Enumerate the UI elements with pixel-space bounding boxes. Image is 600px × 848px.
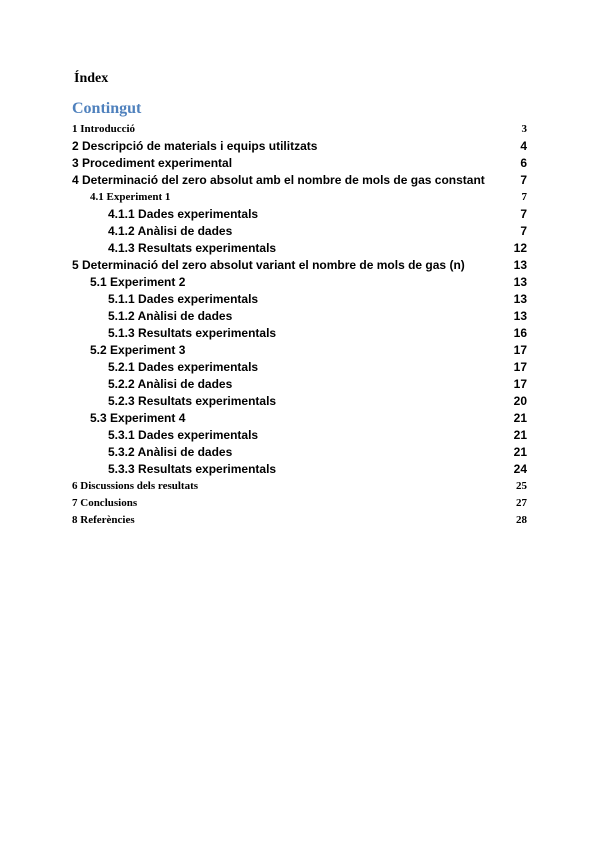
toc-entry-label: 5.3.2 Anàlisi de dades: [108, 445, 233, 459]
toc-entry-label: 8 Referències: [72, 514, 135, 526]
toc-entry-label: 5.2.1 Dades experimentals: [108, 360, 259, 374]
toc-entry-label: 1 Introducció: [72, 123, 136, 135]
toc-entry-page: 17: [513, 377, 527, 391]
toc-entry-label: 4 Determinació del zero absolut amb el nombre de mols de gas constant: [72, 173, 485, 187]
toc-entry-page: 27: [516, 497, 527, 509]
toc-entry-page: 7: [520, 207, 527, 221]
toc-entry-label: 5.2.2 Anàlisi de dades: [108, 377, 233, 391]
toc-entry[interactable]: [0, 478, 600, 495]
toc-entry-label: 2 Descripció de materials i equips utilitzats: [72, 139, 318, 153]
toc-entry-page: 7: [520, 173, 527, 187]
contents-heading: Contingut: [72, 100, 142, 117]
toc-entry-page: 6: [520, 156, 527, 170]
toc-entry-label: 7 Conclusions: [72, 497, 138, 509]
toc-entry-label: 5.2.3 Resultats experimentals: [108, 394, 277, 408]
toc-entry-page: 21: [513, 445, 527, 459]
table-of-contents: [0, 121, 600, 529]
toc-entry[interactable]: [0, 274, 600, 291]
toc-entry-label: 4.1.3 Resultats experimentals: [108, 241, 277, 255]
toc-entry[interactable]: [0, 155, 600, 172]
toc-entry-page: 21: [513, 428, 527, 442]
toc-entry[interactable]: [0, 189, 600, 206]
toc-entry[interactable]: [0, 342, 600, 359]
toc-entry-page: 17: [513, 360, 527, 374]
toc-entry-label: 4.1.2 Anàlisi de dades: [108, 224, 233, 238]
toc-entry-page: 16: [513, 326, 527, 340]
toc-entry[interactable]: [0, 257, 600, 274]
toc-entry[interactable]: [0, 461, 600, 478]
toc-entry-page: 4: [520, 139, 527, 153]
toc-entry-page: 20: [513, 394, 527, 408]
toc-entry-page: 24: [513, 462, 527, 476]
toc-entry-page: 7: [521, 191, 527, 203]
index-title: Índex: [74, 71, 109, 86]
toc-entry-label: 5.3 Experiment 4: [90, 411, 186, 425]
toc-entry-page: 3: [521, 123, 527, 135]
toc-entry-page: 12: [513, 241, 527, 255]
toc-entry-page: 13: [513, 292, 527, 306]
toc-entry-page: 17: [513, 343, 527, 357]
toc-entry-label: 5.1.3 Resultats experimentals: [108, 326, 277, 340]
toc-entry[interactable]: [0, 308, 600, 325]
toc-entry-page: 25: [516, 480, 527, 492]
toc-entry[interactable]: [0, 206, 600, 223]
toc-entry[interactable]: [0, 359, 600, 376]
toc-entry-label: 4.1 Experiment 1: [90, 191, 171, 203]
toc-entry[interactable]: [0, 138, 600, 155]
toc-entry-label: 5.1 Experiment 2: [90, 275, 186, 289]
toc-entry[interactable]: [0, 325, 600, 342]
toc-entry[interactable]: [0, 223, 600, 240]
toc-entry-page: 28: [516, 514, 527, 526]
toc-entry-label: 4.1.1 Dades experimentals: [108, 207, 259, 221]
toc-entry-page: 13: [513, 275, 527, 289]
toc-entry[interactable]: [0, 393, 600, 410]
toc-entry-label: 5.3.3 Resultats experimentals: [108, 462, 277, 476]
toc-entry-page: 7: [520, 224, 527, 238]
toc-entry-page: 21: [513, 411, 527, 425]
toc-entry-label: 5.1.1 Dades experimentals: [108, 292, 259, 306]
toc-entry-page: 13: [513, 258, 527, 272]
toc-entry-label: 5 Determinació del zero absolut variant el nombre de mols de gas (n): [72, 258, 465, 272]
toc-entry[interactable]: [0, 240, 600, 257]
toc-entry[interactable]: [0, 427, 600, 444]
toc-entry[interactable]: [0, 512, 600, 529]
toc-entry[interactable]: [0, 172, 600, 189]
toc-entry-label: 5.2 Experiment 3: [90, 343, 186, 357]
toc-entry[interactable]: [0, 410, 600, 427]
toc-entry[interactable]: [0, 495, 600, 512]
toc-entry-label: 6 Discussions dels resultats: [72, 480, 199, 492]
toc-entry-page: 13: [513, 309, 527, 323]
toc-entry[interactable]: [0, 376, 600, 393]
toc-entry[interactable]: [0, 444, 600, 461]
toc-entry-label: 5.1.2 Anàlisi de dades: [108, 309, 233, 323]
toc-entry-label: 3 Procediment experimental: [72, 156, 233, 170]
toc-entry[interactable]: [0, 121, 600, 138]
toc-entry-label: 5.3.1 Dades experimentals: [108, 428, 259, 442]
toc-entry[interactable]: [0, 291, 600, 308]
